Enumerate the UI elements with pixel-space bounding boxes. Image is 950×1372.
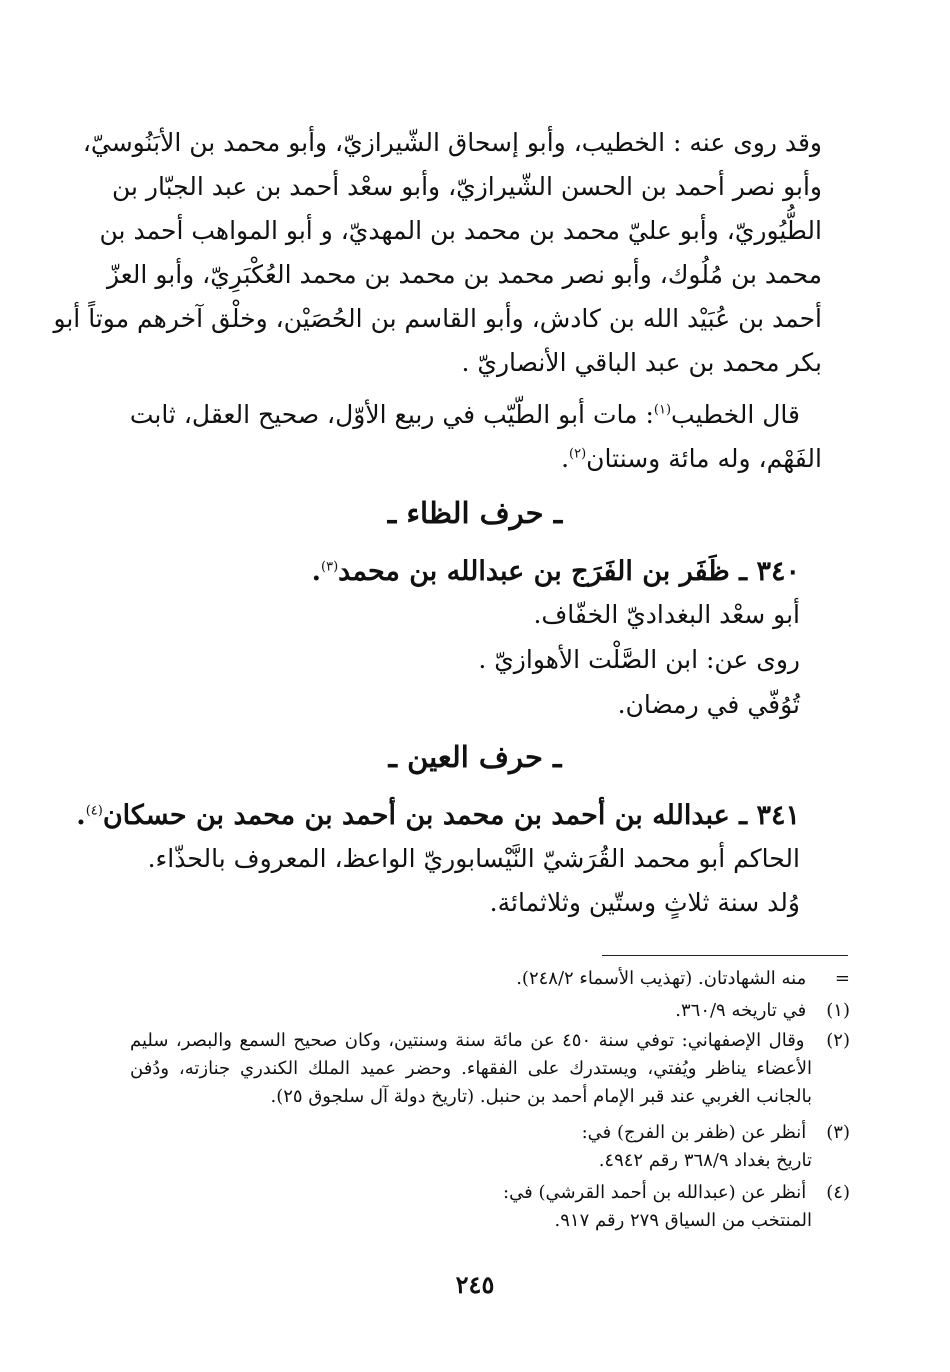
footnote-4-line: المنتخب من السياق ٢٧٩ رقم ٩١٧.	[554, 1210, 812, 1231]
footnote-3-line: تاريخ بغداد ٣٦٨/٩ رقم ٤٩٤٢.	[598, 1150, 812, 1171]
body-text: .	[561, 444, 570, 473]
body-text: الفَهْم، وله مائة وسنتان	[586, 444, 822, 473]
entry-line: أبو سعْد البغداديّ الخفّاف.	[533, 600, 800, 629]
footnote-2-line: بالجانب الغربي عند قبر الإمام أحمد بن حنبل. (تاريخ دولة آل سلجوق ٢٥).	[270, 1086, 812, 1107]
footnote-2-line: الأعضاء يناظر ويُفتي، ويستدرك على الفقهاء. وحضر عميد الملك الكندري جنازته، ودُفن	[130, 1058, 812, 1079]
entry-title-text: ٣٤٠ ـ ظَفَر بن الفَرَج بن عبدالله بن محمد	[338, 556, 800, 587]
entry-title-end: .	[76, 800, 86, 831]
body-line: وقد روى عنه : الخطيب، وأبو إسحاق الشّيرازيّ، وأبو محمد بن الأبَنُوسيّ،	[82, 128, 822, 157]
body-line: وأبو نصر أحمد بن الحسن الشّيرازيّ، وأبو سعْد أحمد بن عبد الجبّار بن	[111, 172, 822, 201]
footnote-number: (٤)	[826, 1182, 850, 1203]
section-heading: ـ حرف العين ـ	[388, 740, 562, 774]
footnote-continuation	[516, 968, 850, 989]
footnote-separator	[602, 955, 848, 956]
footnote-number: (٢)	[826, 1030, 850, 1051]
body-line	[129, 400, 800, 429]
footnote-text: أنظر عن (عبدالله بن أحمد القرشي) في:	[503, 1182, 807, 1203]
footnote-cont-mark: =	[834, 968, 850, 989]
body-line	[561, 444, 822, 473]
body-line: الطُّيُوريّ، وأبو عليّ محمد بن محمد بن المهديّ، و أبو المواهب أحمد بن	[99, 216, 822, 245]
entry-title	[312, 556, 800, 587]
footnote-2	[130, 1030, 850, 1051]
footnote-text: وقال الإصفهاني: توفي سنة ٤٥٠ عن مائة سنة وسنتين، وكان صحيح السمع والبصر، سليم	[130, 1030, 805, 1051]
entry-line: وُلد سنة ثلاثٍ وستّين وثلاثمائة.	[489, 888, 800, 917]
footnote-4	[503, 1182, 850, 1203]
body-text: قال الخطيب	[671, 400, 800, 429]
footnote-text: منه الشهادتان. (تهذيب الأسماء ٢٤٨/٢).	[516, 968, 807, 989]
entry-line: الحاكم أبو محمد القُرَشيّ النَّيْسابوريّ الواعظ، المعروف بالحذّاء.	[147, 844, 800, 873]
body-line: بكر محمد بن عبد الباقي الأنصاريّ .	[461, 348, 822, 377]
entry-line: روى عن: ابن الصَّلْت الأهوازيّ .	[478, 645, 800, 674]
page-number: ٢٤٥	[455, 1270, 495, 1299]
footnote-ref: (١)	[653, 402, 672, 418]
footnote-ref: (٢)	[569, 446, 587, 462]
footnote-text: أنظر عن (ظفر بن الفرج) في:	[581, 1122, 807, 1143]
footnote-ref: (٣)	[321, 559, 339, 575]
entry-title-text: ٣٤١ ـ عبدالله بن أحمد بن محمد بن أحمد بن محمد بن حسكان	[102, 800, 800, 831]
footnote-3	[582, 1122, 850, 1143]
body-text: : مات أبو الطّيّب في ربيع الأوّل، صحيح العقل، ثابت	[129, 400, 654, 429]
entry-title	[76, 800, 800, 831]
footnote-number: (١)	[826, 1000, 850, 1021]
footnote-number: (٣)	[826, 1122, 850, 1143]
footnote-text: في تاريخه ٣٦٠/٩.	[675, 1000, 807, 1021]
body-line: محمد بن مُلُوك، وأبو نصر محمد بن محمد بن محمد العُكْبَرِيّ، وأبو العزّ	[106, 260, 822, 289]
entry-line: تُوُفّي في رمضان.	[617, 690, 800, 719]
entry-title-end: .	[311, 556, 322, 587]
body-line: أحمد بن عُبَيْد الله بن كادش، وأبو القاسم بن الحُصَيْن، وخلْق آخرهم موتاً أبو	[53, 304, 822, 333]
footnote-ref: (٤)	[85, 803, 103, 819]
footnote-1	[675, 1000, 850, 1021]
section-heading: ـ حرف الظاء ـ	[387, 496, 563, 530]
